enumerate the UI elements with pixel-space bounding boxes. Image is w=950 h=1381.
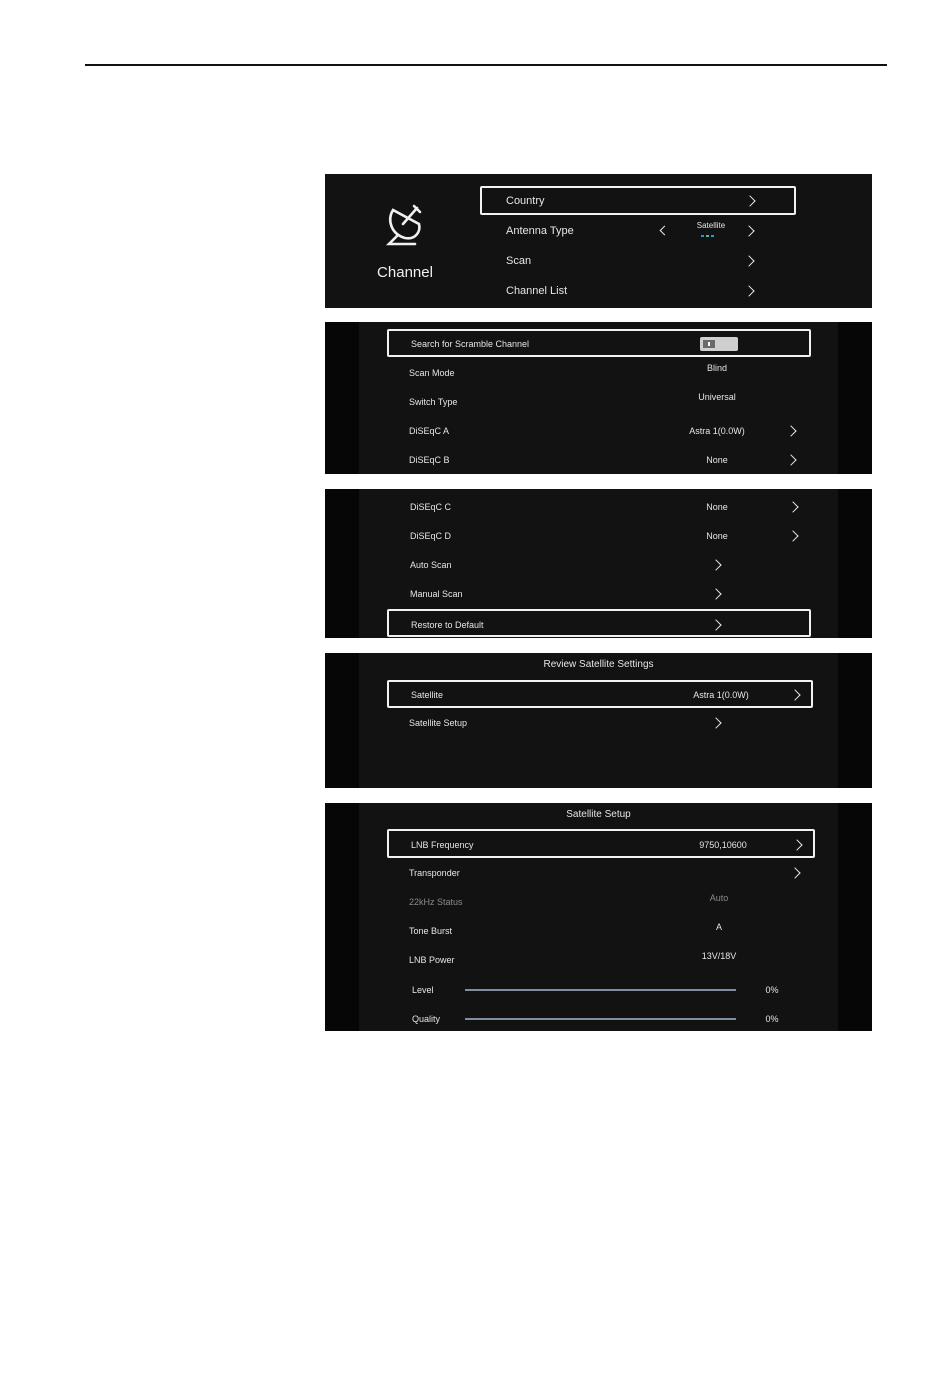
chevron-right-icon bbox=[785, 425, 796, 436]
menu-item-lnb-power[interactable]: LNB Power 13V/18V bbox=[409, 951, 737, 965]
menu-item-diseqc-d[interactable]: DiSEqC D None bbox=[388, 524, 812, 550]
panel-title: Review Satellite Settings bbox=[543, 659, 654, 670]
menu-item-scan[interactable]: Scan bbox=[480, 247, 796, 275]
review-satellite-panel bbox=[325, 653, 872, 788]
diseqc-panel bbox=[325, 489, 872, 638]
chevron-right-icon bbox=[744, 195, 755, 206]
chevron-right-icon bbox=[710, 559, 721, 570]
signal-quality-row: Quality 0% bbox=[412, 1014, 779, 1024]
satellite-dish-icon bbox=[383, 202, 427, 248]
satellite-setup-panel bbox=[325, 803, 872, 1031]
chevron-right-icon bbox=[743, 255, 754, 266]
chevron-right-icon[interactable] bbox=[743, 225, 754, 236]
menu-item-auto-scan[interactable]: Auto Scan bbox=[388, 553, 812, 579]
scan-settings-panel bbox=[325, 322, 872, 474]
menu-item-scan-mode[interactable]: Scan Mode Blind bbox=[409, 363, 727, 378]
scramble-toggle[interactable] bbox=[700, 337, 738, 351]
chevron-right-icon bbox=[789, 867, 800, 878]
section-label: Channel bbox=[377, 264, 433, 281]
menu-item-22khz-status: 22kHz Status Auto bbox=[409, 893, 729, 907]
menu-item-manual-scan[interactable]: Manual Scan bbox=[388, 582, 812, 608]
signal-level-bar bbox=[465, 989, 736, 991]
menu-item-search-scramble[interactable]: Search for Scramble Channel bbox=[387, 329, 811, 357]
menu-item-diseqc-c[interactable]: DiSEqC C None bbox=[388, 495, 812, 521]
panel-title: Satellite Setup bbox=[566, 809, 631, 820]
menu-item-antenna-type[interactable]: Antenna Type Satellite bbox=[480, 217, 796, 245]
chevron-right-icon bbox=[787, 501, 798, 512]
menu-item-satellite[interactable]: Satellite Astra 1(0.0W) bbox=[387, 680, 813, 708]
menu-item-tone-burst[interactable]: Tone Burst A bbox=[409, 922, 722, 936]
page-indicator-dots bbox=[701, 235, 721, 238]
chevron-right-icon bbox=[710, 588, 721, 599]
menu-item-diseqc-b[interactable]: DiSEqC B None bbox=[387, 449, 811, 474]
menu-item-switch-type[interactable]: Switch Type Universal bbox=[409, 392, 736, 407]
chevron-right-icon bbox=[791, 839, 802, 850]
menu-item-satellite-setup[interactable]: Satellite Setup bbox=[387, 711, 813, 737]
chevron-right-icon bbox=[710, 717, 721, 728]
chevron-right-icon bbox=[710, 619, 721, 630]
header-rule bbox=[85, 64, 887, 66]
menu-item-channel-list[interactable]: Channel List bbox=[480, 277, 796, 305]
menu-item-country[interactable]: Country bbox=[480, 186, 796, 215]
chevron-right-icon bbox=[787, 530, 798, 541]
chevron-right-icon bbox=[789, 689, 800, 700]
chevron-right-icon bbox=[785, 454, 796, 465]
signal-quality-bar bbox=[465, 1018, 736, 1020]
menu-item-diseqc-a[interactable]: DiSEqC A Astra 1(0.0W) bbox=[387, 420, 811, 446]
chevron-left-icon[interactable] bbox=[660, 226, 670, 236]
chevron-right-icon bbox=[743, 285, 754, 296]
menu-item-transponder[interactable]: Transponder bbox=[387, 861, 815, 887]
signal-level-row: Level 0% bbox=[412, 985, 779, 995]
menu-item-restore-default[interactable]: Restore to Default bbox=[387, 609, 811, 637]
channel-menu-panel bbox=[325, 174, 872, 308]
menu-item-lnb-frequency[interactable]: LNB Frequency 9750,10600 bbox=[387, 829, 815, 858]
